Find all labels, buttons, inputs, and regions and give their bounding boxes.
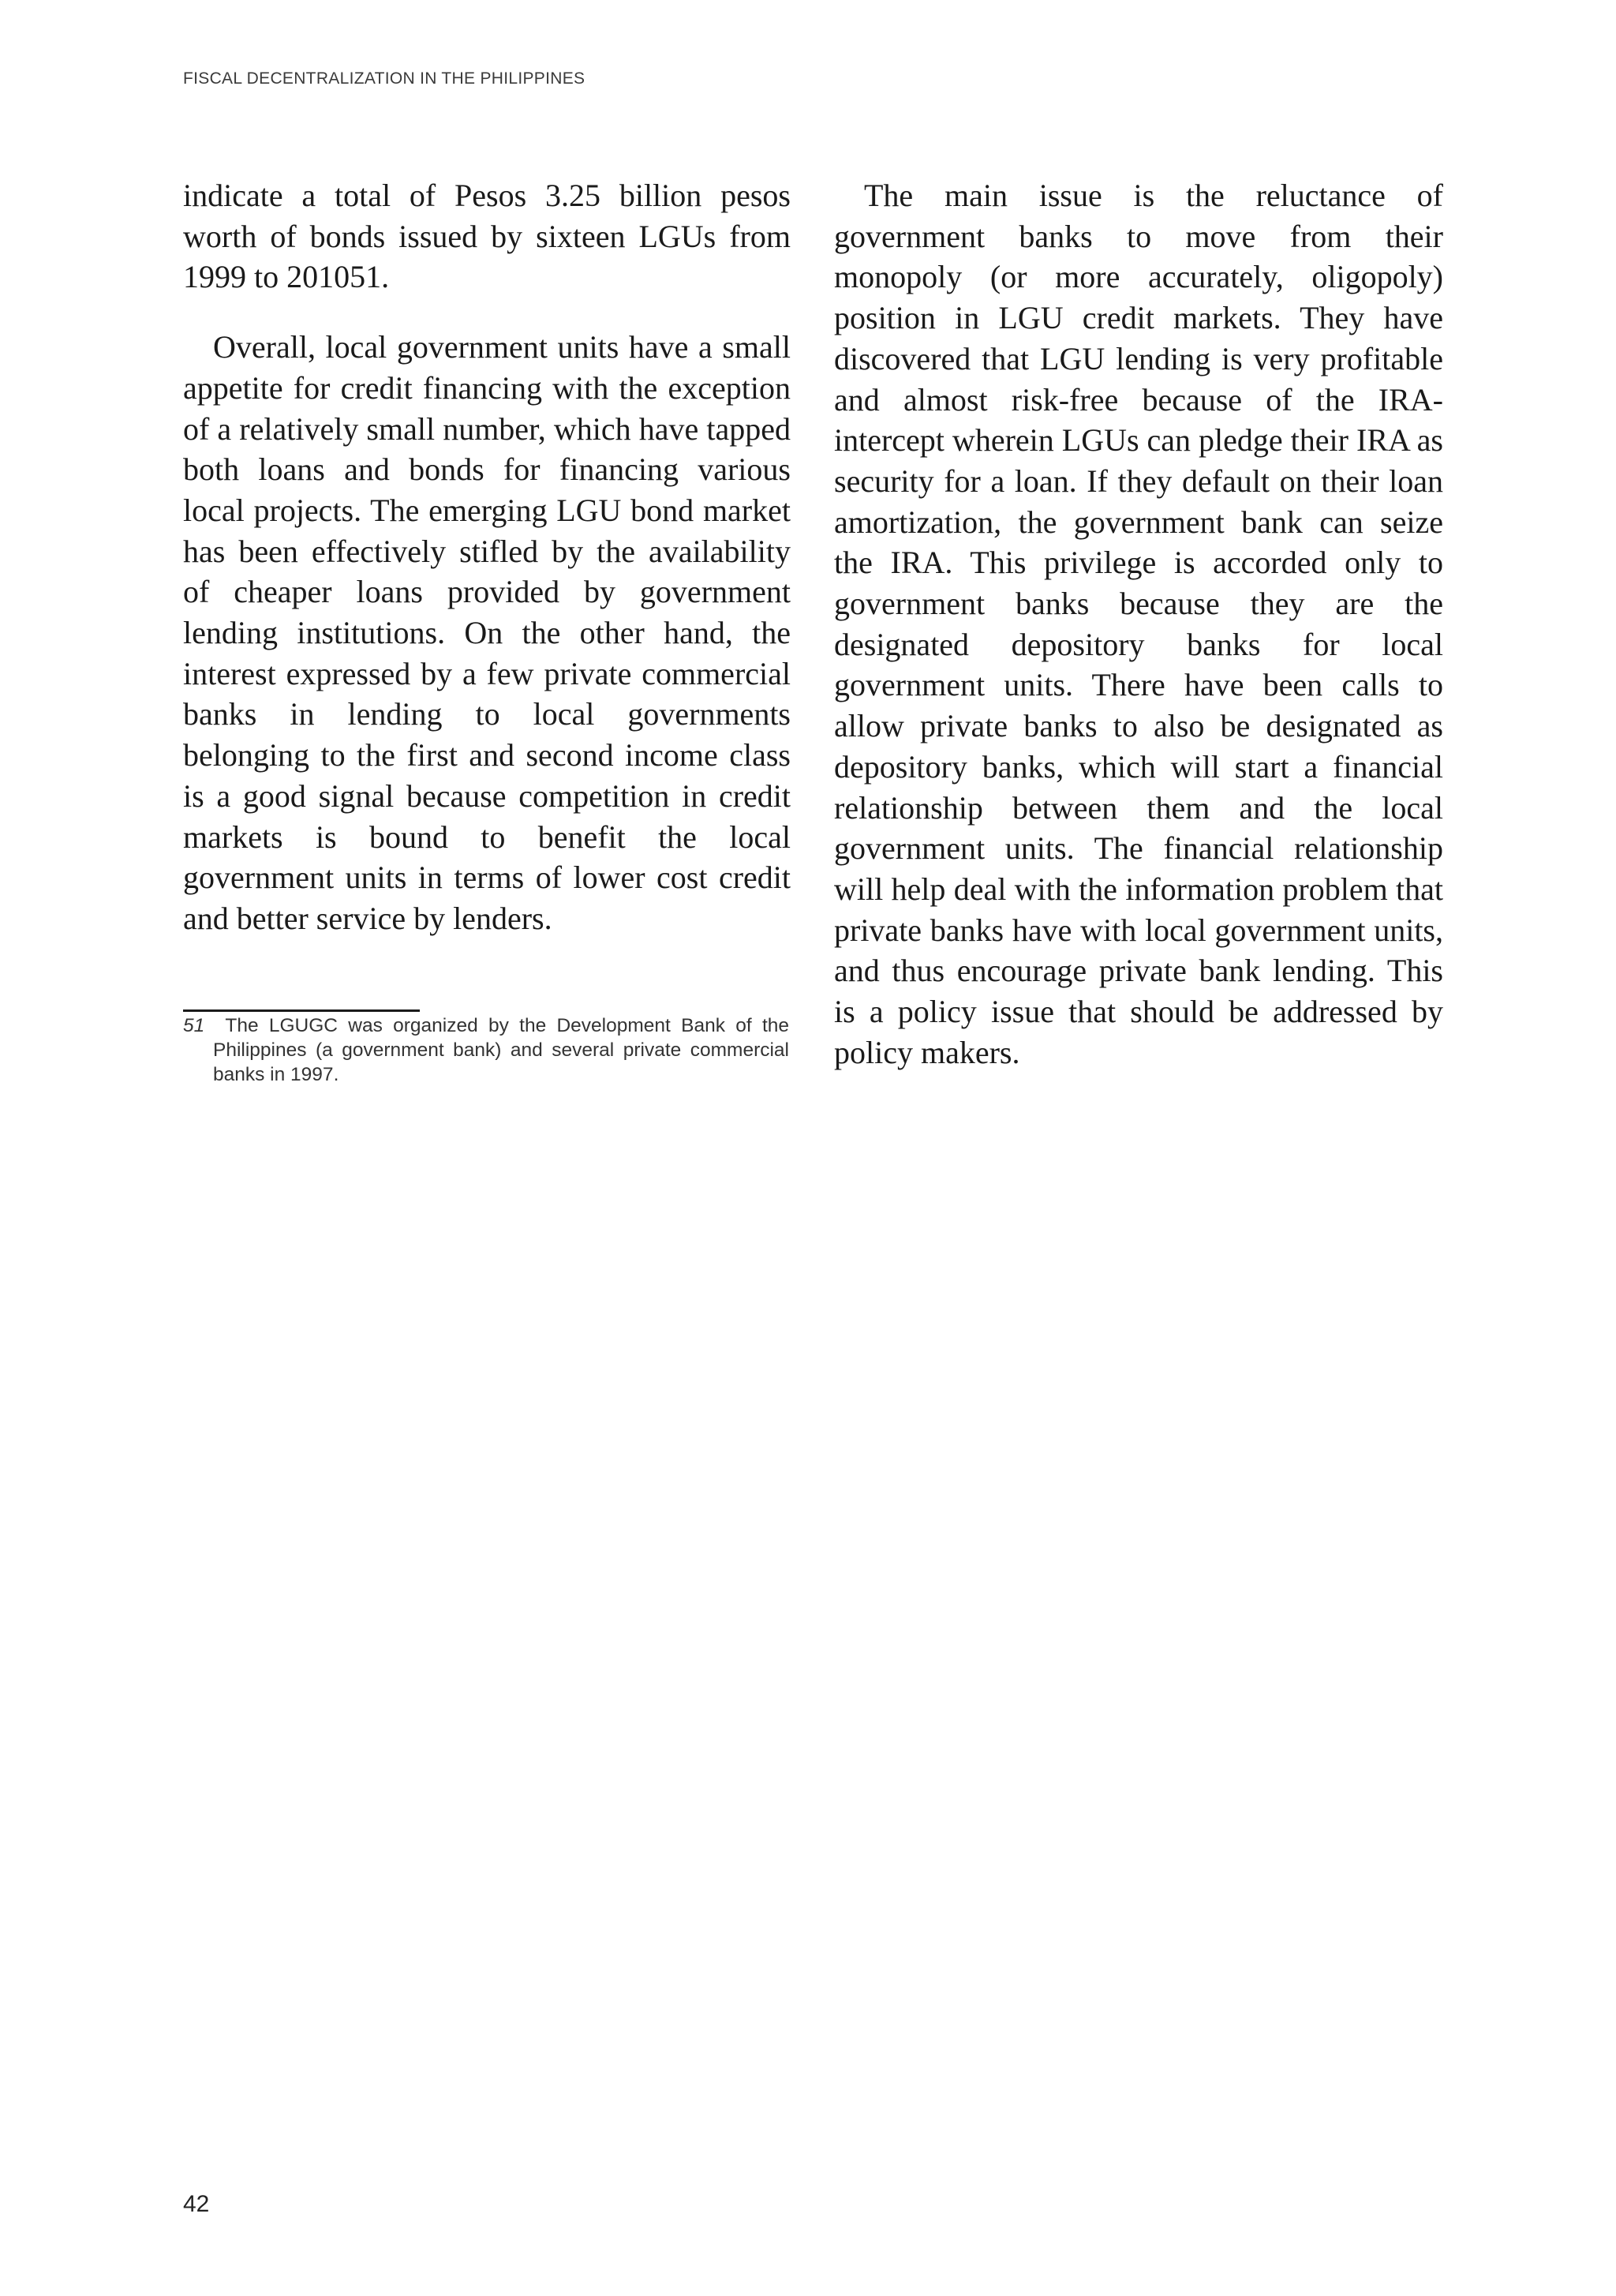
left-column: [183, 175, 791, 939]
footnote-divider: [183, 1009, 420, 1012]
running-header: FISCAL DECENTRALIZATION IN THE PHILIPPINES: [183, 69, 585, 88]
body-paragraph: The main issue is the reluctance of government banks to move from their monopoly (or more accurately, oligopoly) position in LGU credit markets. They have discovered that LGU lending is very profitable and almost risk-free because of the IRA-intercept wherein LGUs can pledge their IRA as security for a loan. If they default on their loan amortization, the government bank can seize the IRA. This privilege is accorded only to government banks because they are the designated depository banks for local government units. There have been calls to allow private banks to also be designated as depository banks, which will start a financial relationship between them and the local government units. The financial relationship will help deal with the information problem that private banks have with local government units, and thus encourage private bank lending. This is a policy issue that should be addressed by policy makers.: [834, 178, 1443, 1070]
body-paragraph: Overall, local government units have a small appetite for credit financing with the exception of a relatively small number, which have tapped both loans and bonds for financing various local projects. The emerging LGU bond market has been effectively stifled by the availability of cheaper loans provided by government lending institutions. On the other hand, the interest expressed by a few private commercial banks in lending to local governments belonging to the first and second income class is a good signal because competition in credit markets is bound to benefit the local government units in terms of lower cost credit and better service by lenders.: [183, 329, 791, 936]
footnote: [183, 1013, 789, 1087]
right-column: [834, 175, 1443, 1073]
page-number: 42: [183, 2191, 210, 2217]
footnote-text: The LGUGC was organized by the Development Bank of the Philippines (a government bank) and several private commercial banks in 1997.: [213, 1015, 789, 1085]
body-paragraph: indicate a total of Pesos 3.25 billion pesos worth of bonds issued by sixteen LGUs from 1999 to 201051.: [183, 178, 791, 295]
footnote-number: 51: [183, 1015, 205, 1036]
